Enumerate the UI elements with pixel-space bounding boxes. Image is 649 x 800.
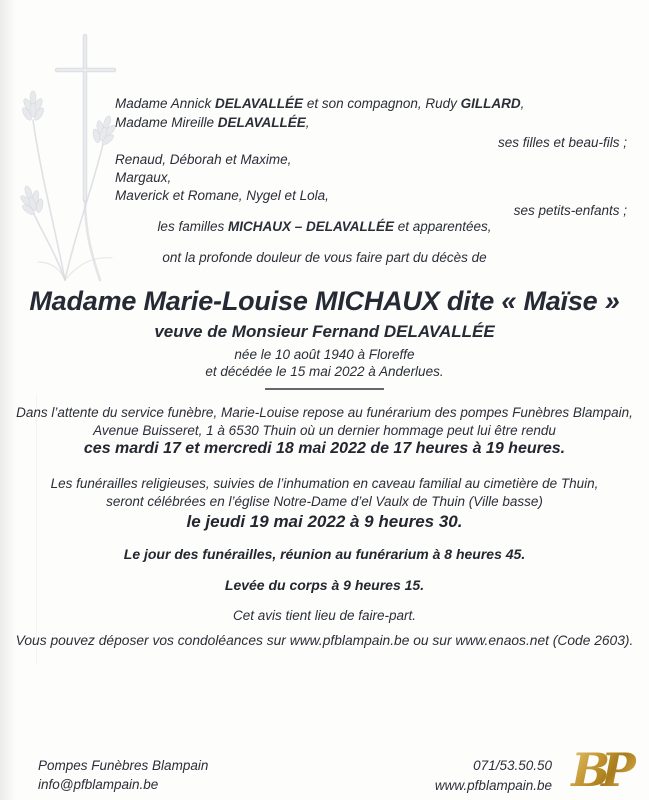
family-line-annick: Madame Annick DELAVALLÉE et son compagnon, Rudy GILLARD, bbox=[115, 96, 525, 111]
funeral-line-1: Les funérailles religieuses, suivies de l’inhumation en caveau familial au cimetière de Thuin, bbox=[50, 476, 599, 491]
relation-daughters-label: ses filles et beau-fils ; bbox=[497, 135, 627, 150]
company-email: info@pfblampain.be bbox=[38, 777, 159, 792]
grandchildren-line-3: Maverick et Romane, Nygel et Lola, bbox=[115, 188, 329, 203]
deceased-birth-line: née le 10 août 1940 à Floreffe bbox=[234, 347, 415, 362]
section-divider bbox=[265, 388, 384, 390]
company-name: Pompes Funèbres Blampain bbox=[38, 758, 209, 773]
company-website: www.pfblampain.be bbox=[434, 778, 552, 793]
bp-monogram-logo-icon: BP bbox=[553, 741, 645, 800]
footer-company-block bbox=[38, 756, 208, 794]
deceased-widow-line: veuve de Monsieur Fernand DELAVALLÉE bbox=[154, 322, 495, 341]
wake-line-2: Avenue Buisseret, 1 à 6530 Thuin où un dernier hommage peut lui être rendu bbox=[93, 423, 556, 438]
funeral-line-2: seront célébrées en l’église Notre-Dame d’el Vaulx de Thuin (Ville basse) bbox=[106, 494, 543, 509]
relation-grandchildren-label: ses petits-enfants ; bbox=[513, 203, 627, 218]
condolences-line: Vous pouvez déposer vos condoléances sur www.pfblampain.be ou sur www.enaos.net (Code 2603). bbox=[15, 633, 634, 648]
family-line-mireille: Madame Mireille DELAVALLÉE, bbox=[115, 115, 310, 130]
wake-hours-line: ces mardi 17 et mercredi 18 mai 2022 de 17 heures à 19 heures. bbox=[83, 440, 566, 457]
deceased-death-line: et décédée le 15 mai 2022 à Anderlues. bbox=[205, 364, 444, 379]
levee-line: Levée du corps à 9 heures 15. bbox=[224, 577, 425, 593]
grandchildren-line-2: Margaux, bbox=[115, 170, 172, 185]
announcement-line: ont la profonde douleur de vous faire part du décès de bbox=[162, 250, 487, 265]
meeting-line: Le jour des funérailles, réunion au funérarium à 8 heures 45. bbox=[123, 546, 526, 562]
footer-contact-block bbox=[435, 756, 552, 796]
faire-part-line: Cet avis tient lieu de faire-part. bbox=[232, 608, 417, 623]
wake-line-1: Dans l’attente du service funèbre, Marie-Louise repose au funérarium des pompes Funèbres Blampain, bbox=[16, 405, 633, 420]
deceased-name-title: Madame Marie-Louise MICHAUX dite « Maïse » bbox=[29, 286, 620, 316]
funeral-date-line: le jeudi 19 mai 2022 à 9 heures 30. bbox=[186, 512, 463, 531]
families-line: les familles MICHAUX – DELAVALLÉE et apparentées, bbox=[157, 219, 492, 234]
grandchildren-line-1: Renaud, Déborah et Maxime, bbox=[115, 152, 292, 167]
company-phone: 071/53.50.50 bbox=[473, 758, 552, 773]
